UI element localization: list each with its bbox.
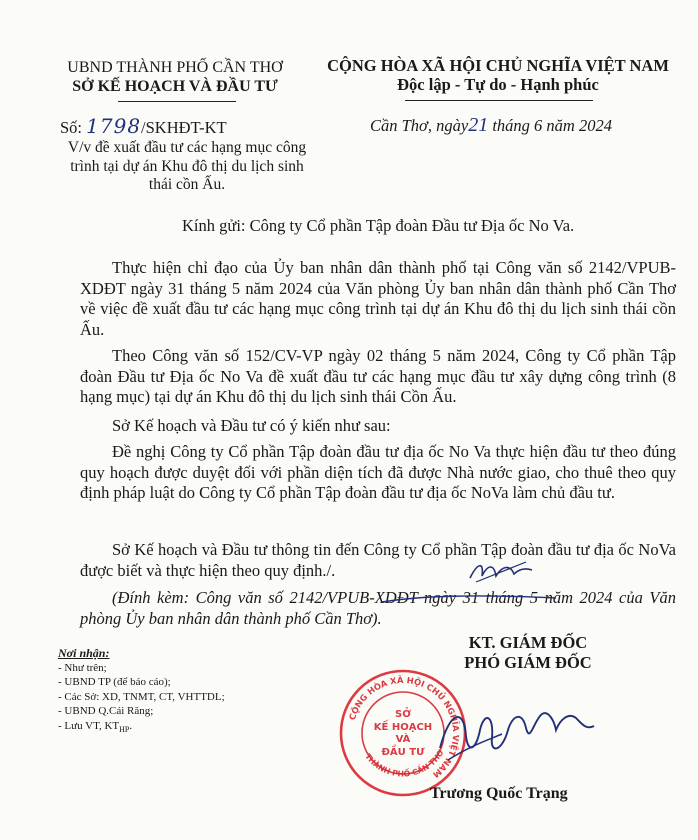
national-heading [318,56,678,94]
number-label: Số: [60,118,83,137]
number-suffix: /SKHĐT-KT [141,118,227,137]
nation-motto: Độc lập - Tự do - Hạnh phúc [397,75,599,94]
date-day-handwritten: 21 [468,114,489,136]
recipients-title: Nơi nhận: [58,646,110,660]
nation-name: CỘNG HÒA XÃ HỘI CHỦ NGHĨA VIỆT NAM [327,56,669,75]
recipient-item: - Các Sở: XD, TNMT, CT, VHTTDL; [58,690,225,703]
date-suffix: tháng 6 năm 2024 [488,116,612,135]
document-date [370,114,612,137]
stamp-ring-text: CỘNG HÒA XÃ HỘI CHỦ NGHĨA VIỆT NAM [346,674,462,780]
initial-signature-mark [466,558,536,586]
signature-title [428,633,628,673]
paragraph-2: Theo Công văn số 152/CV-VP ngày 02 tháng 5 năm 2024, Công ty Cổ phần Tập đoàn Đầu tư Địa ốc No Va đề xuất đầu tư các hạng mục đầu tư xây dựng công trình (8 hạng mục) tại dự án Khu đô thị du lịch sinh thái Cồn Ấu. [80,346,676,406]
paragraph-3: Sở Kế hoạch và Đầu tư có ý kiến như sau: [112,416,391,435]
recipient-item: - Như trên; [58,661,107,674]
org-underline [118,101,236,102]
director-signature [430,690,600,770]
number-handwritten: 1798 [86,114,142,138]
stamp-bottom-text: THÀNH PHỐ CẦN THƠ [363,748,446,779]
attachment-strike-mark [380,590,560,610]
signature-title-2: PHÓ GIÁM ĐỐC [464,653,592,672]
recipients-list [58,646,225,737]
date-prefix: Cần Thơ, ngày [370,116,469,135]
paragraph-1: Thực hiện chỉ đạo của Ủy ban nhân dân thành phố tại Công văn số 2142/VPUB-XDĐT ngày 31 tháng 5 năm 2024 của Văn phòng Ủy ban nhân dân thành phố Cần Thơ về việc đề xuất đầu tư các hạng mục công trình tại dự án Khu đô thị du lịch sinh thái cồn Ấu. [80,258,676,339]
stamp-center-3: VÀ [395,734,411,745]
motto-underline [405,100,593,101]
issuing-organization [40,58,310,96]
recipient-item-last: - Lưu VT, $KT_{HP}$. [58,719,133,734]
org-parent: UBND THÀNH PHỐ CẦN THƠ [67,59,283,76]
org-name: SỞ KẾ HOẠCH VÀ ĐẦU TƯ [72,78,278,95]
recipient-item: - UBND Q.Cái Răng; [58,705,154,717]
attachment-note: (Đính kèm: Công văn số 2142/VPUB-XDĐT ngày 31 tháng 5 năm 2024 của Văn phòng Ủy ban nhân dân thành phố Cần Thơ). [80,588,676,628]
signer-name: Trương Quốc Trạng [430,785,568,802]
recipient: Kính gửi: Công ty Cổ phần Tập đoàn Đầu tư Địa ốc No Va. [182,216,575,235]
paragraph-4: Đề nghị Công ty Cổ phần Tập đoàn đầu tư địa ốc No Va thực hiện đầu tư theo đúng quy hoạch được duyệt đối với phần diện tích đã được Nhà nước giao, cho thuê theo quy định pháp luật do Công ty Cổ phần Tập đoàn đầu tư địa ốc NoVa làm chủ đầu tư. [80,442,676,502]
recipient-item: - UBND TP (để báo cáo); [58,676,171,688]
document-number [60,114,227,138]
stamp-center-4: ĐẦU TƯ [381,747,425,758]
signature-title-1: KT. GIÁM ĐỐC [468,633,588,652]
stamp-center-1: SỞ [395,709,411,720]
document-subject: V/v đề xuất đầu tư các hạng mục công trình tại dự án Khu đô thị du lịch sinh thái cồn Ấu. [67,139,307,193]
paragraph-5: Sở Kế hoạch và Đầu tư thông tin đến Công ty Cổ phần Tập đoàn đầu tư địa ốc NoVa được biết và thực hiện theo quy định./. [80,540,676,580]
stamp-center-2: KẾ HOẠCH [373,722,433,733]
